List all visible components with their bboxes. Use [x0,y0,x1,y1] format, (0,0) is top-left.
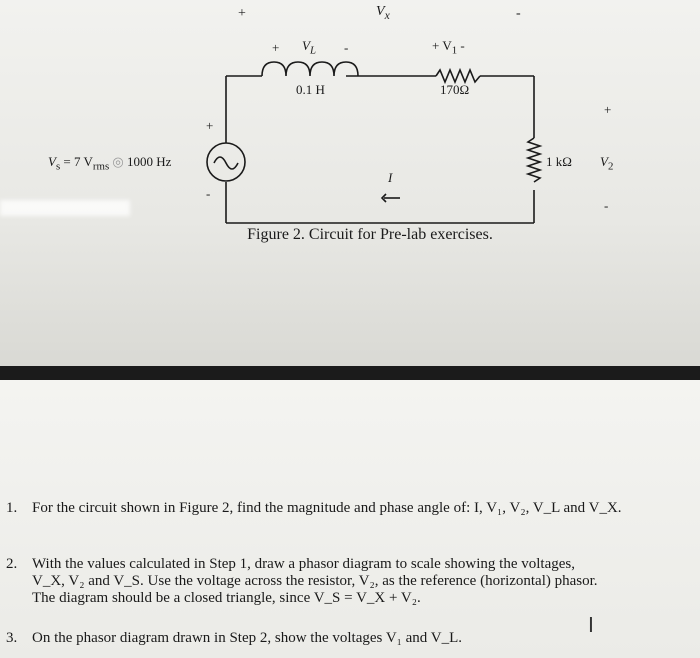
question-2-line-1: With the values calculated in Step 1, draw a phasor diagram to scale showing the voltages, [32,556,575,572]
vl-plus-sign: + [272,40,280,55]
question-3-text: On the phasor diagram drawn in Step 2, show the voltages V₁ and V_L. [32,630,463,646]
v1-label: + $V_1$ - [432,38,465,57]
resistor-1k [528,138,540,182]
question-2-line-3: The diagram should be a closed triangle, since V_S = V_X + V₂. [32,590,421,606]
resistor-170 [436,70,480,82]
source-minus-sign: - [206,186,211,201]
text-cursor-icon: I [588,613,594,637]
top-plus-sign: + [238,6,246,21]
question-3-number: 3. [6,630,18,646]
right-minus-sign: - [604,198,609,213]
top-minus-sign: - [516,6,521,21]
inductor-value: 0.1 H [296,82,325,97]
question-1-number: 1. [6,500,18,516]
figure-caption: Figure 2. Circuit for Pre-lab exercises. [247,226,493,243]
question-2-line-2: V_X, V₂ and V_S. Use the voltage across the resistor, V₂, as the reference (horizontal) phasor. [32,573,598,589]
circuit-diagram [0,0,700,260]
current-label: I [388,170,393,185]
questions-photo-region [0,380,700,658]
resistor2-value: 1 kΩ [546,154,572,169]
vl-minus-sign: - [344,40,349,55]
source-label: $V_s = 7$ $V_{rms}$ ◎ 1000 Hz [48,154,172,173]
source-plus-sign: + [206,118,214,133]
vl-label: $V_L$ [302,38,316,57]
question-2-number: 2. [6,556,18,572]
ac-source-wave [214,157,238,169]
question-1-text: For the circuit shown in Figure 2, find the magnitude and phase angle of: I, V₁, V₂, V_L and V_X. [32,500,622,516]
resistor1-value: 170Ω [440,82,470,97]
vx-label: $V_x$ [376,4,390,22]
v2-label: $V_2$ [600,154,614,173]
right-plus-sign: + [604,102,612,117]
photo-divider-band [0,366,700,380]
question-2-text [32,556,682,607]
inductor-coils [262,62,358,76]
